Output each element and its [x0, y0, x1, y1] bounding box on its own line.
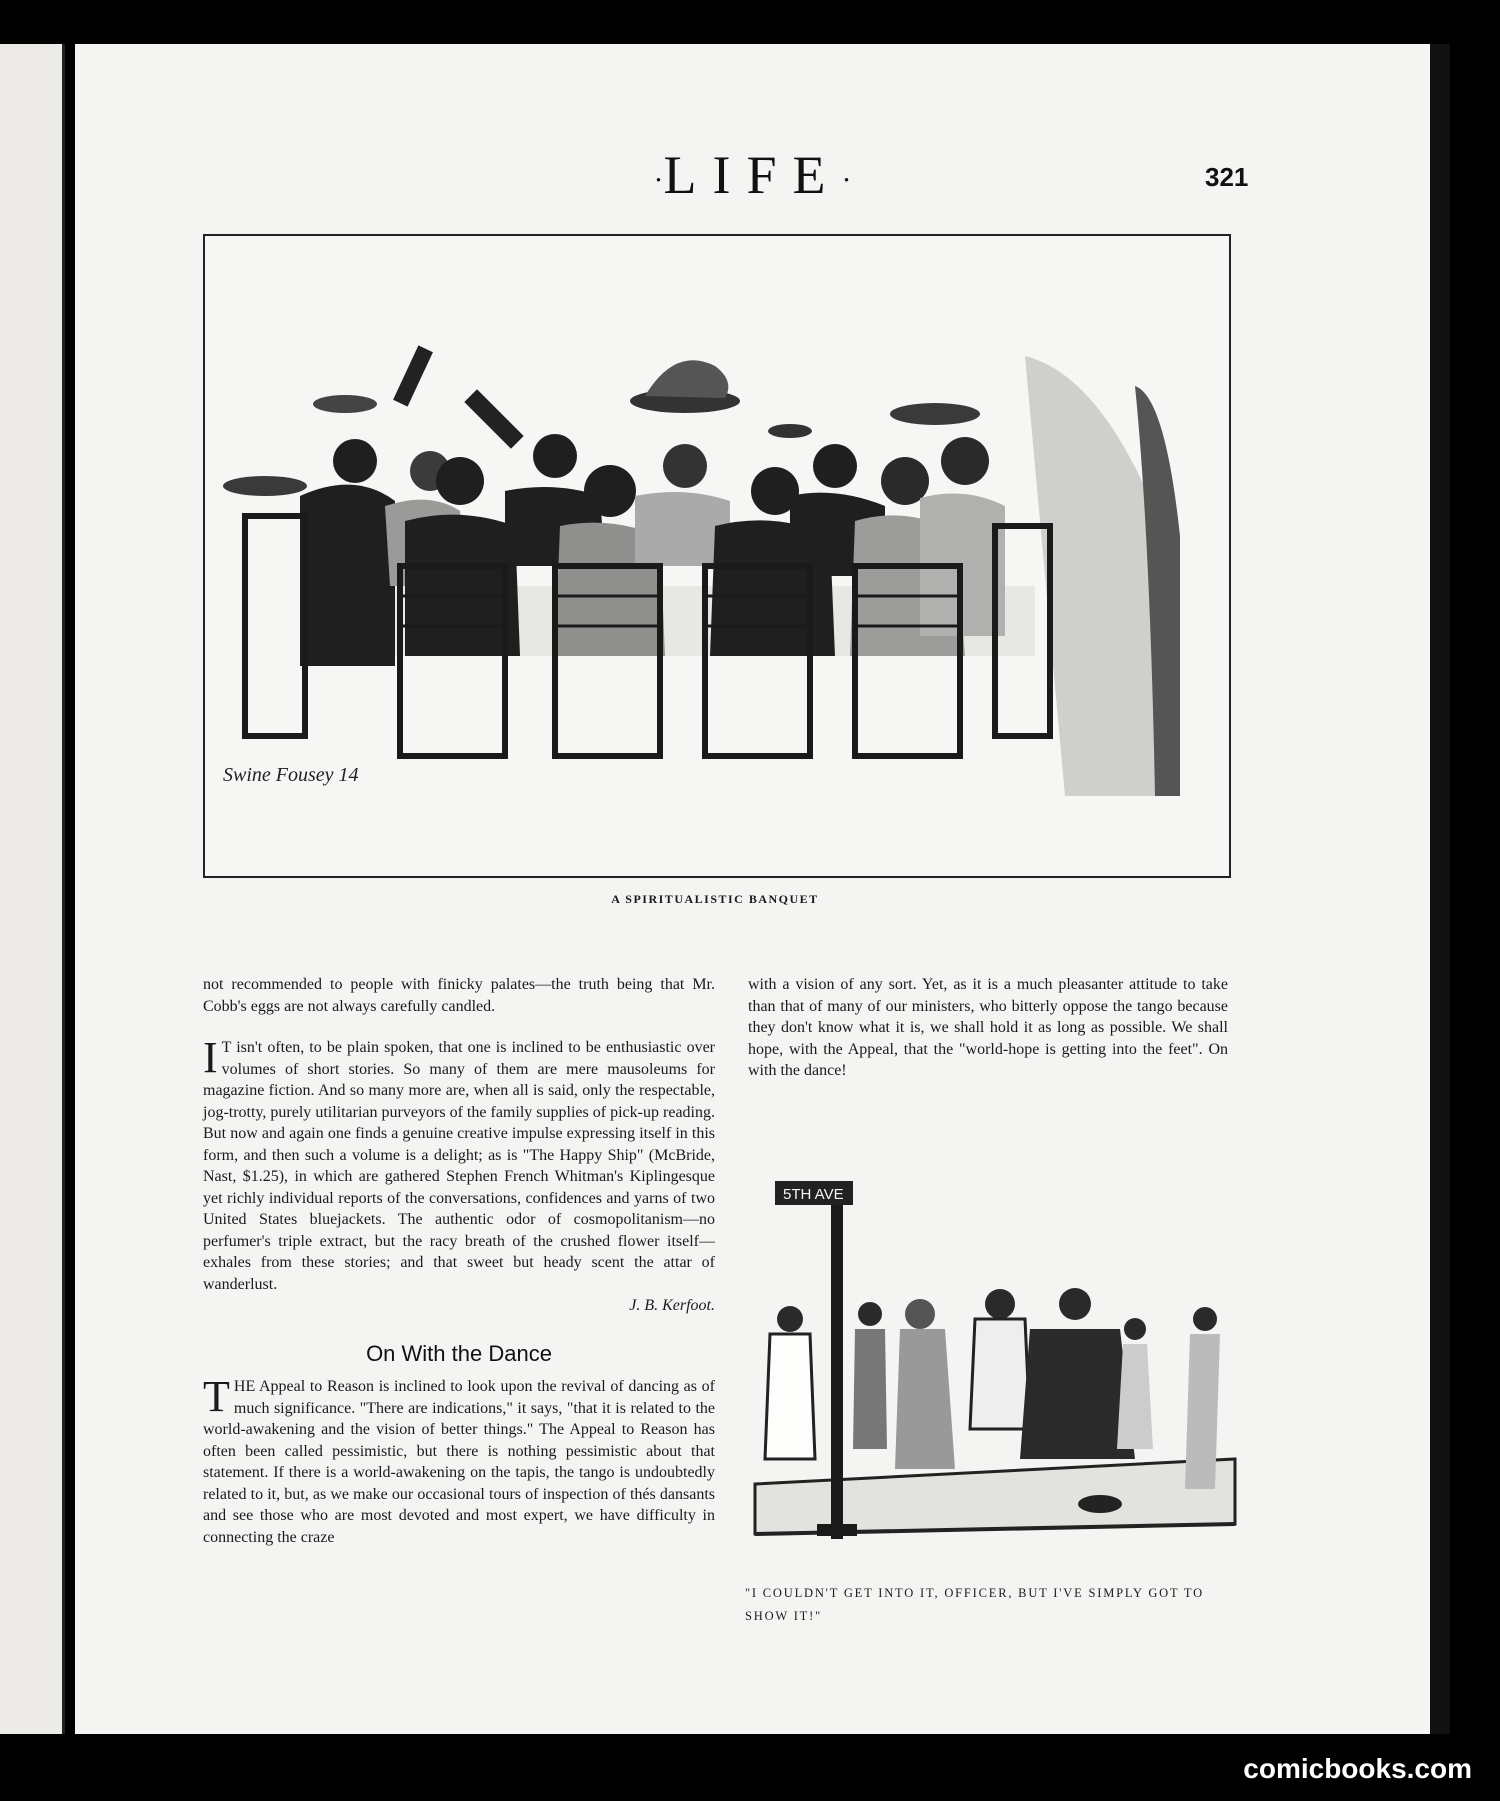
right-column [748, 974, 1228, 1102]
page-right-edge [1430, 44, 1450, 1734]
watermark-text: comicbooks.com [1243, 1753, 1472, 1784]
dog-icon [1078, 1495, 1122, 1513]
section-title: On With the Dance [366, 1340, 552, 1366]
cartoon-caption: "I COULDN'T GET INTO IT, OFFICER, BUT I'VE SIMPLY GOT TO SHOW IT!" [745, 1586, 1204, 1623]
street-cartoon-drawing [745, 1129, 1245, 1579]
kerfoot-signature: J. B. Kerfoot. [629, 1297, 715, 1314]
review-ending: not recommended to people with finicky palates—the truth being that Mr. Cobb's eggs are not always carefully candled. [203, 976, 715, 1015]
left-column [203, 974, 715, 1568]
masthead: ·LIFE· [653, 145, 852, 205]
banquet-drawing [205, 236, 1229, 876]
street-sign-text: 5TH AVE [783, 1186, 844, 1203]
masthead-title: LIFE [663, 145, 842, 205]
floating-plate-icon [223, 476, 307, 496]
kerfoot-dropcap: I [203, 1033, 218, 1082]
page-number: 321 [1205, 162, 1249, 192]
lamppost-icon [831, 1199, 843, 1539]
dance-article-continued: with a vision of any sort. Yet, as it is a much pleasanter attitude to take than that of many of our ministers, who bitterly oppose the tango because they don't know what it is, we shall hold it as long as possible. We shall hope, with the Appeal, that the "world-hope is getting into the feet". On with the dance! [748, 976, 1228, 1079]
kerfoot-review-text: T isn't often, to be plain spoken, that one is inclined to be enthusiastic over volumes of short stories. So many of them are mere mausoleums for magazine fiction. And so many more are, when all is said, only the respectable, jog-trotty, purely utilitarian purveyors of the family supplies of pick-up reading. But now and again one finds a genuine creative impulse expressing itself in this form, and then such a volume is a delight; as is "The Happy Ship" (McBride, Nast, $1.25), in which are gathered Stephen French Whitman's Kiplingesque yet richly individual reports of the conversations, confidences and yarns of two United States bluejackets. The authentic odor of cosmopolitanism—no perfumer's triple extract, but the racy breath of the crushed flower itself—exhales from these stories; and that sweet but heady scent the attar of wanderlust. [203, 1039, 715, 1293]
illustration-caption: A SPIRITUALISTIC BANQUET [611, 892, 819, 906]
dance-article-text: HE Appeal to Reason is inclined to look upon the revival of dancing as of much significance. "There are indications," it says, "that it is related to the world-awakening and the vision of better things." The Appeal to Reason has often been called pessimistic, but there is nothing pessimistic about that statement. If there is a world-awakening on the tapis, the tango is undoubtedly related to it, but, as we make our occasional tours of inspection of thés dansants and see those who are most devoted and most expert, we have difficulty in connecting the craze [203, 1378, 715, 1546]
magazine-page [75, 44, 1430, 1734]
facing-page-edge [0, 44, 65, 1734]
kerfoot-review [203, 1033, 715, 1317]
artist-signature: Swine Fousey 14 [223, 764, 359, 786]
street-cartoon [745, 1129, 1245, 1579]
banquet-illustration [203, 234, 1231, 878]
dance-article [203, 1372, 715, 1548]
dance-dropcap: T [203, 1372, 230, 1421]
